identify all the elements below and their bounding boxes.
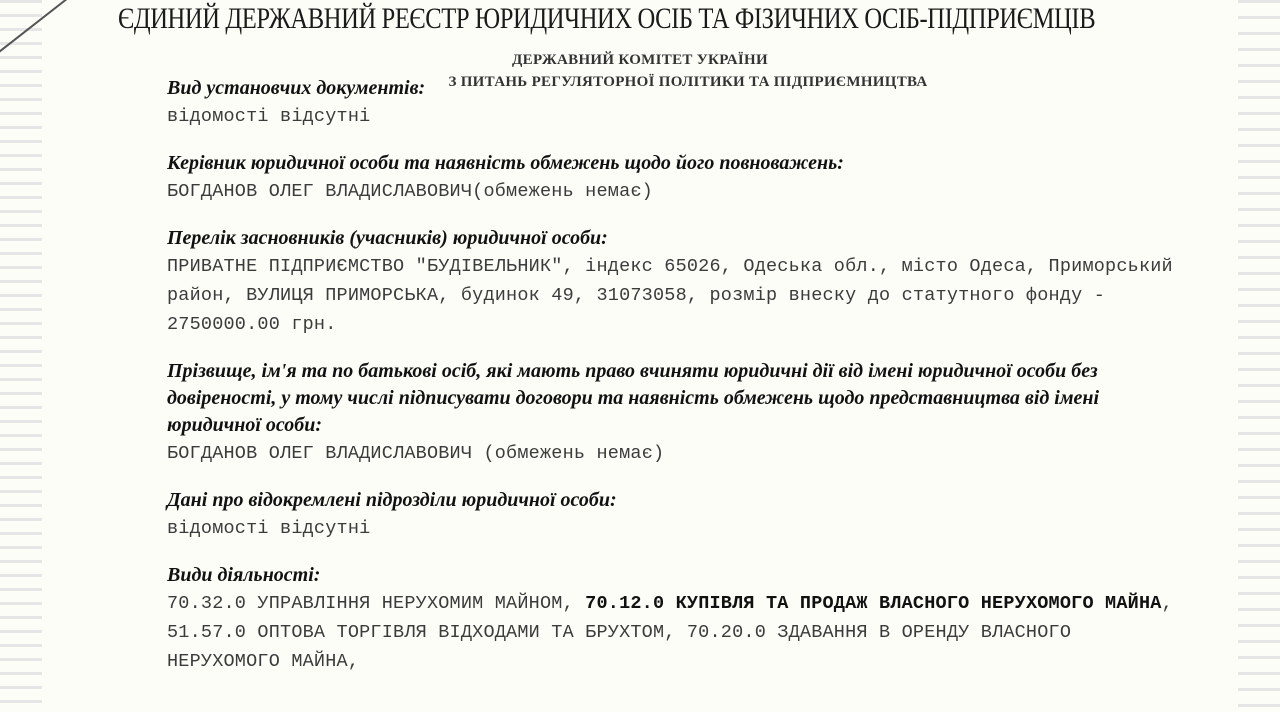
section-authorized-persons [167,358,1177,468]
section-value: ПРИВАТНЕ ПІДПРИЄМСТВО "БУДІВЕЛЬНИК", індекс 65026, Одеська обл., місто Одеса, Приморський район, ВУЛИЦЯ ПРИМОРСЬКА, будинок 49, 31073058, розмір внеску до статутного фонду - 2750000.00 грн. [167,256,1173,335]
section-label: Види діяльності: [167,564,321,586]
left-security-pattern [0,0,42,712]
section-value: БОГДАНОВ ОЛЕГ ВЛАДИСЛАВОВИЧ (обмежень немає) [167,443,665,464]
record-content [167,75,1177,695]
activity-text-bold: 70.12.0 КУПІВЛЯ ТА ПРОДАЖ ВЛАСНОГО НЕРУХОМОГО МАЙНА [585,593,1162,614]
section-founding-docs [167,75,1177,131]
registry-title: ЄДИНИЙ ДЕРЖАВНИЙ РЕЄСТР ЮРИДИЧНИХ ОСІБ ТА ФІЗИЧНИХ ОСІБ-ПІДПРИЄМЦІВ [118,2,1096,35]
section-value: БОГДАНОВ ОЛЕГ ВЛАДИСЛАВОВИЧ(обмежень немає) [167,181,653,202]
section-activities [167,562,1177,676]
section-label: Дані про відокремлені підрозділи юридичної особи: [167,489,617,511]
activities-value [167,589,1177,676]
section-value: відомості відсутні [167,518,371,539]
committee-line-2: З ПИТАНЬ РЕГУЛЯТОРНОЇ ПОЛІТИКИ ТА ПІДПРИЄМНИЦТВА [448,73,928,90]
activity-text: , 51.57.0 ОПТОВА ТОРГІВЛЯ ВІДХОДАМИ ТА БРУХТОМ, 70.20.0 ЗДАВАННЯ В ОРЕНДУ ВЛАСНОГО НЕРУХОМОГО МАЙНА, [167,593,1173,672]
section-label: Прізвище, ім'я та по батькові осіб, які мають право вчиняти юридичні дії від імені юридичної особи без довіреності, у тому числі підписувати договори та наявність обмежень щодо представництва від імені юридичної особи: [167,360,1100,436]
committee-line-1: ДЕРЖАВНИЙ КОМІТЕТ УКРАЇНИ [512,52,768,68]
right-security-pattern [1238,0,1280,712]
section-value: відомості відсутні [167,106,371,127]
section-branches [167,487,1177,543]
section-founders [167,225,1177,339]
section-label: Перелік засновників (учасників) юридичної особи: [167,227,608,249]
section-label: Вид установчих документів: [167,77,426,99]
activity-text: 70.32.0 УПРАВЛІННЯ НЕРУХОМИМ МАЙНОМ, [167,593,586,614]
section-director [167,150,1177,206]
section-label: Керівник юридичної особи та наявність обмежень щодо його повноважень: [167,152,844,174]
